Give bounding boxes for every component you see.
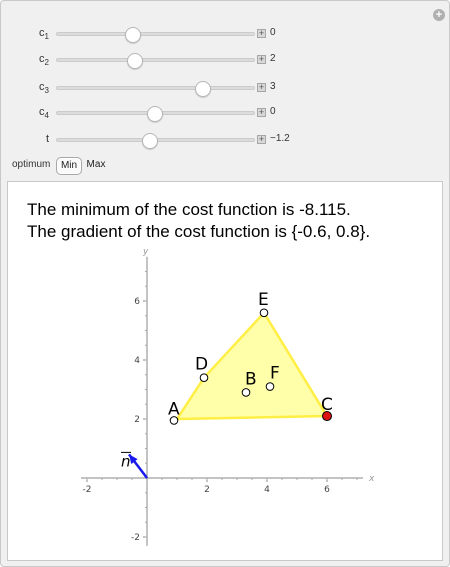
control-row-c1 — [1, 26, 449, 42]
slider-track[interactable] — [56, 58, 255, 62]
control-label: t — [45, 133, 49, 145]
output-pane — [7, 181, 443, 561]
max-button[interactable]: Max — [86, 159, 106, 170]
y-tick-label: 2 — [134, 415, 140, 425]
vertex-point — [200, 374, 208, 382]
point-label: C — [321, 395, 333, 416]
point-label: B — [245, 369, 257, 390]
vertex-point — [266, 383, 274, 391]
x-axis-label: x — [369, 474, 375, 484]
point-label: A — [168, 399, 180, 420]
minimum-message: The minimum of the cost function is -8.115. — [27, 200, 351, 219]
point-label: E — [258, 289, 269, 310]
slider-track[interactable] — [56, 138, 255, 142]
control-row-c3 — [1, 80, 449, 96]
y-axis-label: y — [143, 246, 149, 257]
control-value: 2 — [270, 53, 276, 64]
slider-track[interactable] — [56, 32, 255, 36]
y-tick-label: 4 — [134, 356, 140, 366]
control-value: 0 — [270, 27, 276, 38]
slider-thumb[interactable] — [147, 106, 163, 122]
y-tick-label: -2 — [131, 533, 140, 543]
point-label: D — [195, 354, 209, 375]
control-label: $c_1$ — [39, 27, 49, 42]
expand-plus-icon[interactable]: + — [258, 107, 265, 117]
x-tick-label: 2 — [204, 485, 210, 495]
x-tick-label: 6 — [324, 485, 330, 495]
control-label: $c_2$ — [39, 53, 49, 68]
options-plus-icon[interactable]: + — [433, 9, 445, 21]
expand-plus-icon[interactable]: + — [258, 134, 265, 144]
slider-track[interactable] — [56, 86, 255, 90]
cost-plot — [8, 182, 442, 560]
gradient-message: The gradient of the cost function is {-0.6, 0.8}. — [27, 222, 371, 241]
control-value: 0 — [270, 106, 276, 117]
x-tick-label: 4 — [264, 485, 270, 495]
expand-plus-icon[interactable]: + — [258, 82, 265, 92]
control-row-c4 — [1, 105, 449, 121]
control-label: $c_4$ — [39, 106, 49, 121]
control-label: $c_3$ — [39, 81, 49, 96]
slider-track[interactable] — [56, 111, 255, 115]
slider-thumb[interactable] — [125, 27, 141, 43]
control-row-c2 — [1, 52, 449, 68]
control-value: 3 — [270, 81, 276, 92]
control-value: −1.2 — [270, 133, 290, 144]
slider-thumb[interactable] — [195, 81, 211, 97]
normal-vector-label: n — [121, 452, 131, 471]
point-label: F — [270, 363, 280, 384]
vertex-point — [260, 309, 268, 317]
control-row-t — [1, 132, 449, 148]
slider-thumb[interactable] — [142, 133, 158, 149]
slider-thumb[interactable] — [127, 53, 143, 69]
x-tick-label: -2 — [82, 485, 92, 495]
y-tick-label: 6 — [134, 297, 140, 307]
optimum-label: optimum — [12, 159, 51, 170]
min-button[interactable]: Min — [56, 157, 82, 175]
vertex-point — [242, 389, 250, 397]
expand-plus-icon[interactable]: + — [258, 28, 265, 38]
expand-plus-icon[interactable]: + — [258, 54, 265, 64]
